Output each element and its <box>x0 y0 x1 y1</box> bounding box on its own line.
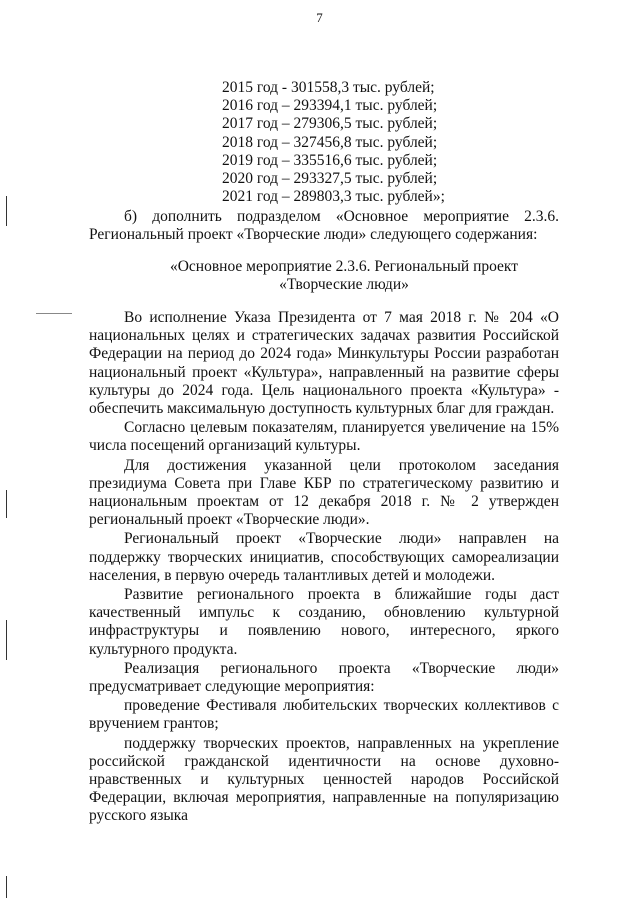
paragraph-support: поддержку творческих проектов, направленных на укрепление российской гражданской идентичности на основе духовно-нравственных и культурных ценностей народов Российской Федерации, включая мероприятия, направленные на популяризацию русского языка <box>89 734 559 825</box>
intro-block <box>89 208 559 244</box>
paragraph-purpose: Региональный проект «Творческие люди» направлен на поддержку творческих инициатив, способствующих самореализации населения, в первую очередь талантливых детей и молодежи. <box>89 530 559 584</box>
budget-line-2017: 2017 год – 279306,5 тыс. рублей; <box>222 115 438 133</box>
scan-mark <box>36 313 72 314</box>
page-number: 7 <box>316 10 323 25</box>
budget-line-2021: 2021 год – 289803,3 тыс. рублей»; <box>222 188 445 206</box>
budget-line-2016: 2016 год – 293394,1 тыс. рублей; <box>222 97 438 115</box>
section-heading-line-2: «Творческие люди» <box>279 276 409 294</box>
paragraph-target: Согласно целевым показателям, планируется увеличение на 15% числа посещений организаций культуры. <box>89 419 559 455</box>
body-text <box>89 309 559 826</box>
scan-mark <box>6 196 7 226</box>
budget-line-2018: 2018 год – 327456,8 тыс. рублей; <box>222 133 438 151</box>
scan-mark <box>6 620 7 660</box>
budget-list <box>222 79 445 206</box>
paragraph-activities-intro: Реализация регионального проекта «Творческие люди» предусматривает следующие мероприятия: <box>89 659 559 696</box>
scan-mark <box>6 876 7 898</box>
budget-line-2015: 2015 год - 301558,3 тыс. рублей; <box>222 79 435 96</box>
scan-mark <box>6 490 7 518</box>
paragraph-protocol: Для достижения указанной цели протоколом заседания президиума Совета при Главе КБР по стратегическому развитию и национальным проектам от 12 декабря 2018 г. № 2 утвержден региональный проект «Творческие люди». <box>89 456 559 529</box>
section-heading-line-1: «Основное мероприятие 2.3.6. Региональный проект <box>169 258 519 275</box>
budget-line-2020: 2020 год – 293327,5 тыс. рублей; <box>222 170 438 188</box>
intro-paragraph: б) дополнить подразделом «Основное мероприятие 2.3.6. Региональный проект «Творческие люди» следующего содержания: <box>89 208 559 244</box>
section-heading <box>89 258 599 294</box>
paragraph-development: Развитие регионального проекта в ближайшие годы даст качественный импульс к созданию, обновлению культурной инфраструктуры и появлению нового, интересного, яркого культурного продукта. <box>89 586 559 658</box>
paragraph-festival: проведение Фестиваля любительских творческих коллективов с вручением грантов; <box>89 697 559 733</box>
budget-line-2019: 2019 год – 335516,6 тыс. рублей; <box>222 151 438 169</box>
paragraph-decree: Во исполнение Указа Президента от 7 мая 2018 г. № 204 «О национальных целях и стратегических задачах развития Российской Федерации на период до 2024 года» Минкультуры России разработан национальный проект «Культура», направленный на развитие сферы культуры до 2024 года. Цель национального проекта «Культура» - обеспечить максимальную доступность культурных благ для граждан. <box>89 309 559 418</box>
